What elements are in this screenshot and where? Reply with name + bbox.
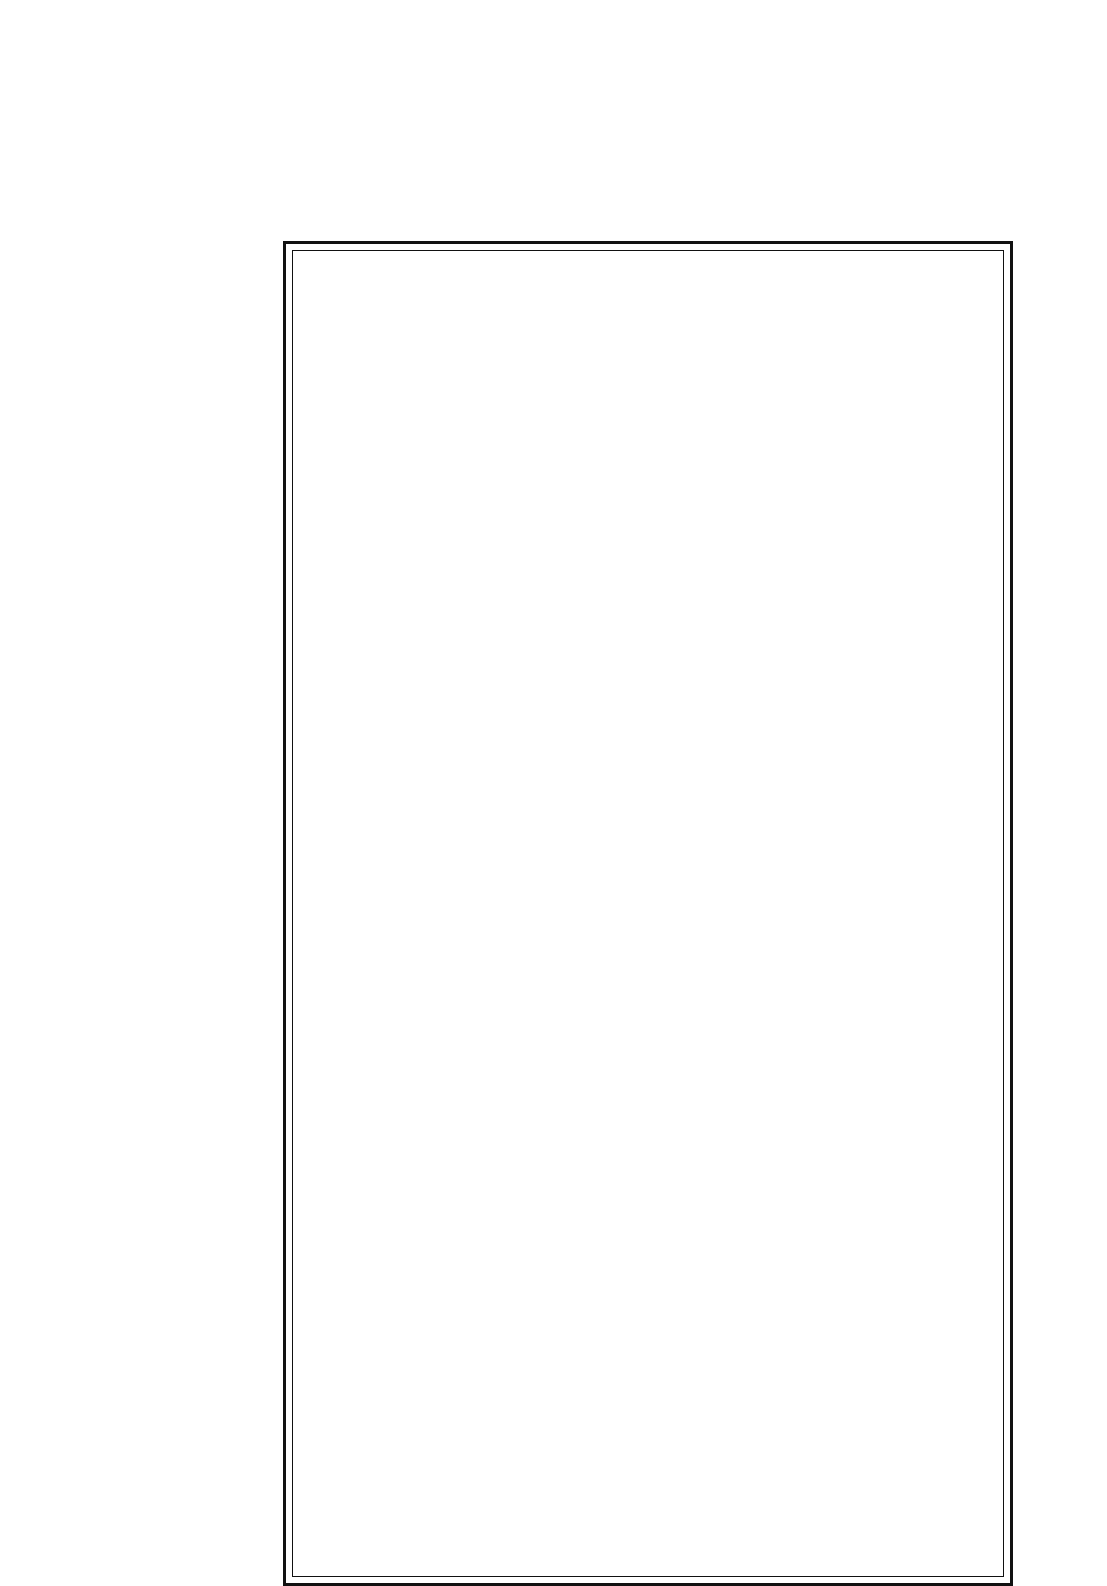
commentary-line — [314, 302, 1002, 334]
main-line — [95, 142, 1015, 176]
commentary-line — [314, 422, 1002, 454]
commentary-line — [314, 542, 1002, 574]
commentary-line — [314, 822, 1002, 854]
commentary-line — [314, 902, 1002, 934]
commentary-line — [314, 1302, 1002, 1334]
commentary-line — [314, 1062, 1002, 1094]
commentary-line — [314, 742, 1002, 774]
main-line — [95, 92, 1015, 126]
commentary-line — [314, 262, 1002, 294]
commentary-line — [314, 502, 1002, 534]
commentary-line — [314, 982, 1002, 1014]
commentary-line — [314, 382, 1002, 414]
commentary-line — [314, 622, 1002, 654]
commentary-line — [314, 342, 1002, 374]
commentary-line — [314, 462, 1002, 494]
commentary-line — [314, 1182, 1002, 1214]
commentary-line — [314, 942, 1002, 974]
commentary-line — [314, 782, 1002, 814]
commentary-line — [314, 702, 1002, 734]
commentary-line — [314, 1102, 1002, 1134]
main-line — [95, 192, 1015, 226]
commentary-line — [314, 862, 1002, 894]
commentary-line — [314, 662, 1002, 694]
commentary-line — [314, 1142, 1002, 1174]
commentary-line — [314, 582, 1002, 614]
commentary-line — [314, 1022, 1002, 1054]
commentary-line — [314, 1222, 1002, 1254]
commentary-line — [314, 1262, 1002, 1294]
